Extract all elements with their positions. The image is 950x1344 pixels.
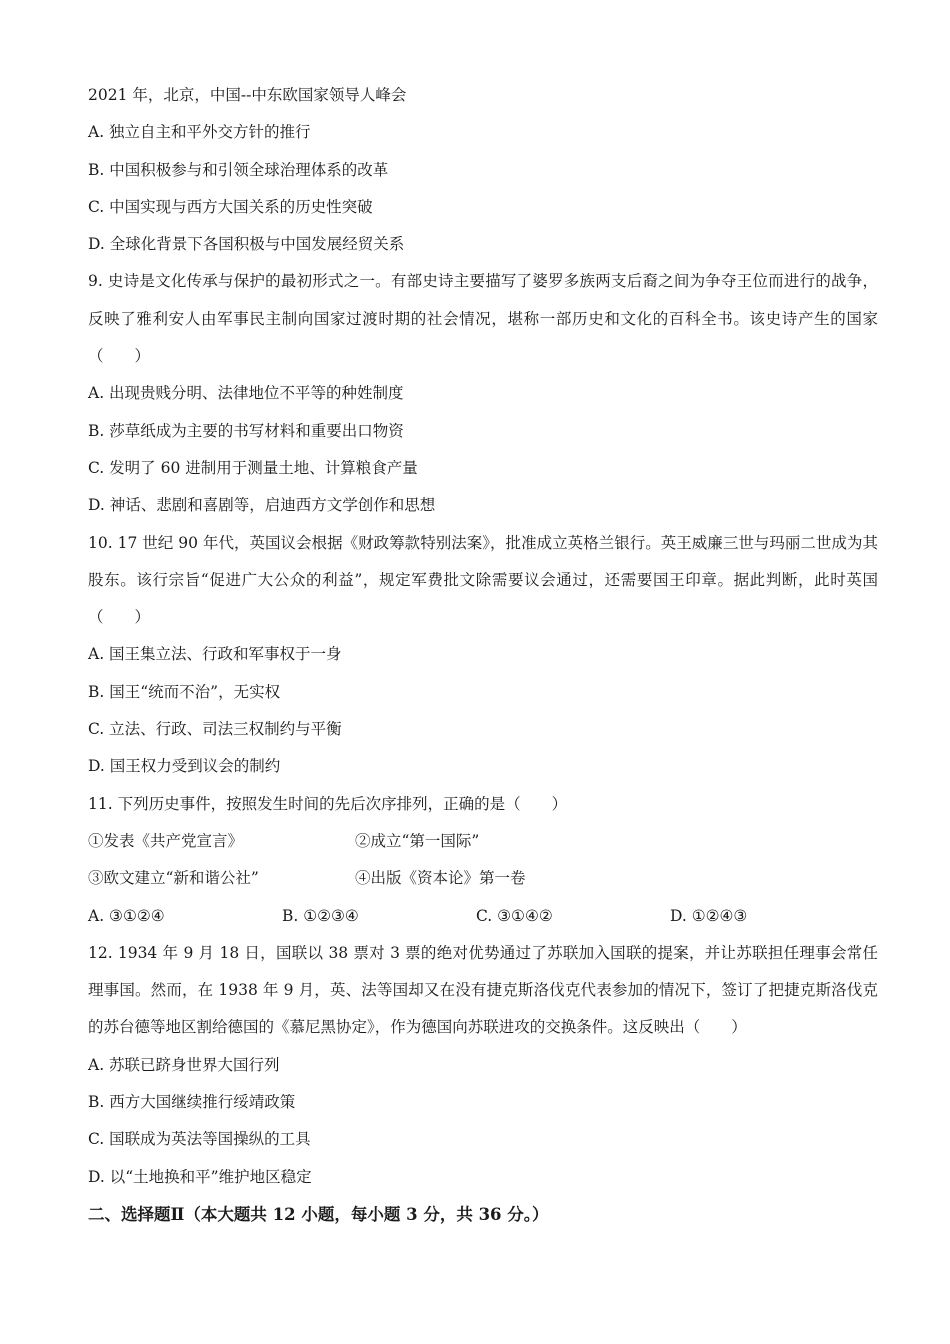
question-8-options [88, 114, 878, 263]
option-b: B. ①②③④ [282, 906, 359, 925]
option-d: D. ①②④③ [670, 906, 748, 925]
option-b: B. 西方大国继续推行绥靖政策 [88, 1093, 296, 1112]
option-c: C. ③①④② [476, 906, 553, 925]
question-stem: 9. 史诗是文化传承与保护的最初形式之一。有部史诗主要描写了婆罗多族两支后裔之间为争夺王位而进行的战争，反映了雅利安人由军事民主制向国家过渡时期的社会情况，堪称一部历史和文化的百科全书。该史诗产生的国家（ ） [88, 272, 878, 366]
option-a: A. ③①②④ [88, 906, 165, 925]
option-a: A. 国王集立法、行政和军事权于一身 [88, 645, 342, 664]
option-d: D. 以“土地换和平”维护地区稳定 [88, 1167, 312, 1186]
option-d: D. 全球化背景下各国积极与中国发展经贸关系 [88, 235, 405, 254]
event-item: ③欧文建立“新和谐公社” [88, 869, 259, 888]
option-b: B. 莎草纸成为主要的书写材料和重要出口物资 [88, 421, 404, 440]
event-items-row-1 [88, 823, 878, 860]
event-item: ②成立“第一国际” [355, 831, 480, 850]
option-c: C. 国联成为英法等国操纵的工具 [88, 1130, 311, 1149]
question-11 [88, 786, 878, 935]
option-a: A. 出现贵贱分明、法律地位不平等的种姓制度 [88, 384, 404, 403]
option-a: A. 苏联已跻身世界大国行列 [88, 1055, 280, 1074]
answer-options-row [88, 898, 878, 935]
question-12 [88, 935, 878, 1196]
event-items-row-2 [88, 860, 878, 897]
question-stem: 12. 1934 年 9 月 18 日，国联以 38 票对 3 票的绝对优势通过了苏联加入国联的提案，并让苏联担任理事会常任理事国。然而，在 1938 年 9 月，英、法等国却又在没有捷克斯洛伐克代表参加的情况下，签订了把捷克斯洛伐克的苏台德等地区割给德国的《慕尼黑协定》，作为德国向苏联进攻的交换条件。这反映出（ ） [88, 943, 878, 1037]
option-a: A. 独立自主和平外交方针的推行 [88, 123, 311, 142]
question-context-line: 2021 年，北京，中国--中东欧国家领导人峰会 [88, 86, 407, 104]
option-c: C. 中国实现与西方大国关系的历史性突破 [88, 197, 373, 216]
option-d: D. 国王权力受到议会的制约 [88, 757, 281, 776]
question-10 [88, 525, 878, 786]
exam-page [88, 77, 878, 1233]
question-stem: 10. 17 世纪 90 年代，英国议会根据《财政筹款特别法案》，批准成立英格兰银行。英王威廉三世与玛丽二世成为其股东。该行宗旨“促进广大公众的利益”，规定军费批文除需要议会通过，还需要国王印章。据此判断，此时英国（ ） [88, 533, 878, 627]
event-item: ④出版《资本论》第一卷 [355, 869, 526, 888]
option-d: D. 神话、悲剧和喜剧等，启迪西方文学创作和思想 [88, 496, 436, 515]
section-heading: 二、选择题Ⅱ（本大题共 12 小题，每小题 3 分，共 36 分。） [88, 1204, 549, 1224]
question-9 [88, 263, 878, 524]
option-c: C. 立法、行政、司法三权制约与平衡 [88, 720, 342, 739]
option-c: C. 发明了 60 进制用于测量土地、计算粮食产量 [88, 458, 418, 477]
question-stem: 11. 下列历史事件，按照发生时间的先后次序排列，正确的是（ ） [88, 794, 568, 813]
option-b: B. 国王“统而不治”，无实权 [88, 682, 281, 701]
option-b: B. 中国积极参与和引领全球治理体系的改革 [88, 160, 389, 179]
event-item: ①发表《共产党宣言》 [88, 831, 244, 850]
